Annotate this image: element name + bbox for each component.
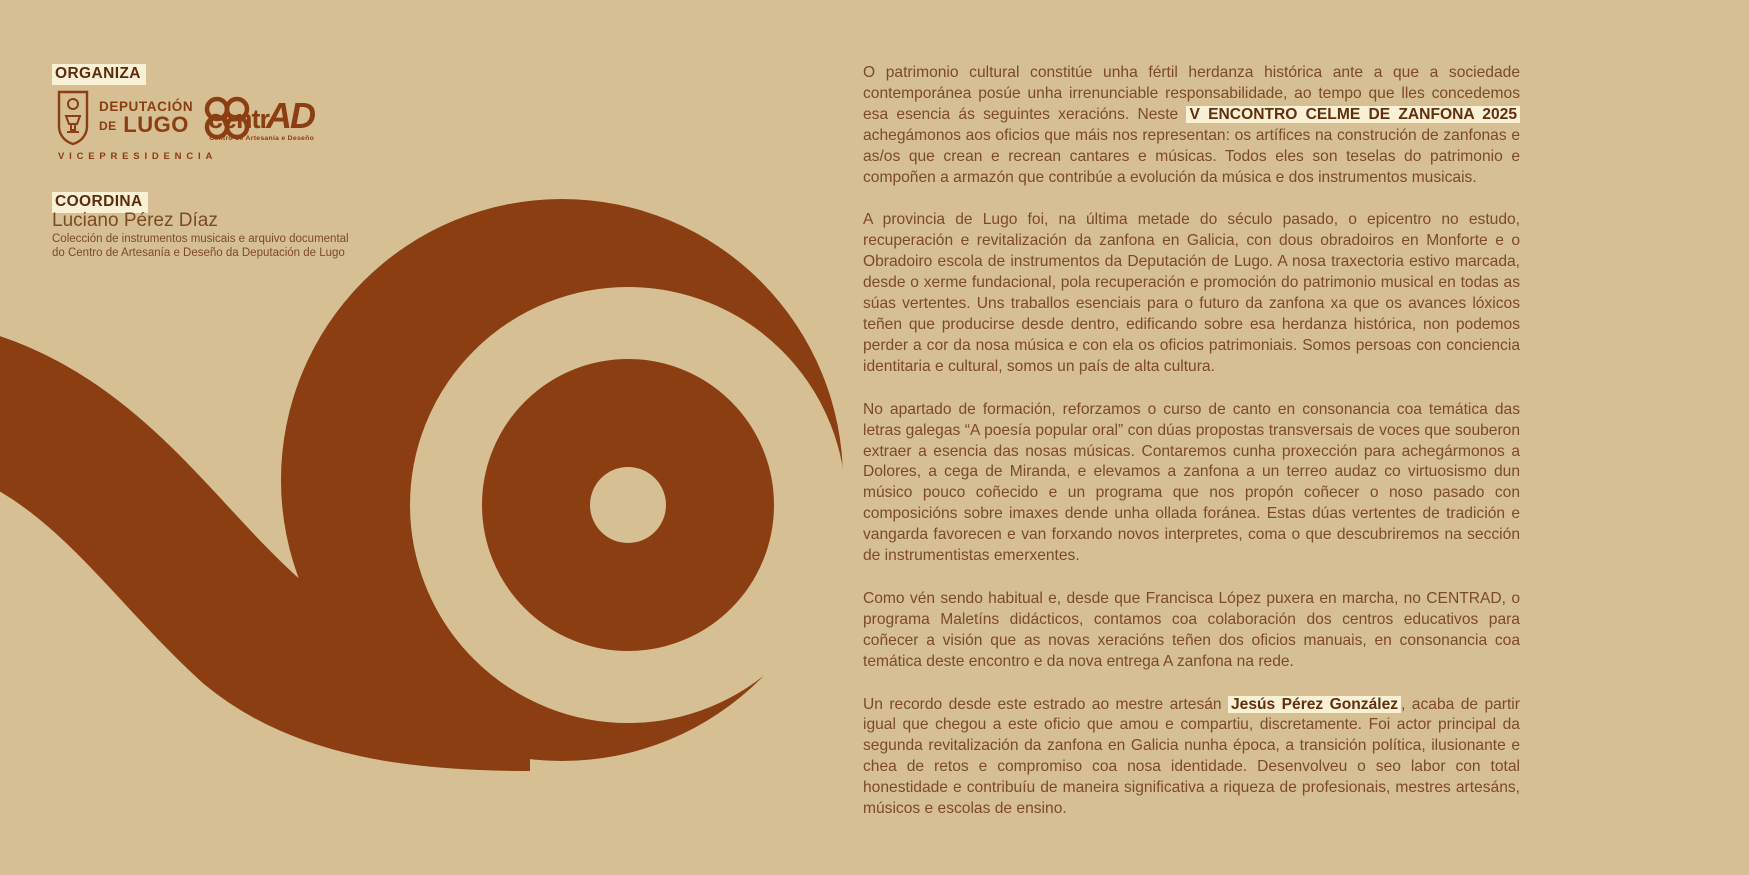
text-segment: A provincia de Lugo foi, na última metade do século pasado, o epicentro no estudo, recuperación e revitalización da zanfona en Galicia, con dous obradoiros en Monforte e o Obradoiro escola de instrumentos da Deputación de Lugo. A nosa traxectoria estivo marcada, desde o xerme fundacional, pola recuperación e promoción do patrimonio musical en todas as súas vertentes. Uns traballos esenciais para o futuro da zanfona xa que os avances lóxicos teñen que producirse desde dentro, edificando sobre esa herdanza histórica, non podemos perder a cor da nosa música e con ela os oficios patrimoniais. Somos persoas con conciencia identitaria e cultural, somos un país de alta cultura. — [863, 211, 1520, 375]
deputacion-line1: DEPUTACIÓN — [99, 98, 194, 114]
essay — [863, 63, 1520, 842]
coordinator-description — [52, 233, 349, 260]
text-segment: , acaba de partir igual que chegou a este oficio que amou e compartiu, discretamente. Foi actor principal da segunda revitalización da zanfona en Galicia nunha época, a transición política, ilusionante e chea de retos e compromiso coa nosa identidade. Desenvolveu o seo labor con total honestidade e contribuíu de maneira significativa a riqueza de profesionais, mestres artesáns, músicos e escolas de ensino. — [863, 695, 1520, 818]
vicepresidencia-label: VICEPRESIDENCIA — [58, 151, 218, 162]
coordina-label: COORDINA — [52, 192, 148, 213]
text-segment: achegámonos aos oficios que máis nos representan: os artífices na construción de zanfonas e as/os que crean e recrean cantares e músicas. Todos eles son teselas do patrimonio e compoñen a armazón que contribúe a evolución da música e dos instrumentos musicais. — [863, 126, 1520, 186]
organiza-label: ORGANIZA — [52, 64, 146, 85]
text-segment: O patrimonio cultural constitúe unha fértil herdanza histórica ante a que a sociedade contemporánea posúe unha irrenunciable responsabilidade, ao tempo que lles concedemos esa esencia ás seguintes xeracións. Neste — [863, 64, 1520, 123]
text-segment: Como vén sendo habitual e, desde que Francisca López puxera en marcha, no CENTRAD, o programa Maletíns didácticos, contamos coa colaboración dos centros educativos para coñecer a visión que as novas xeracións teñen dos oficios manuais, en consonancia coa temática deste encontro e da nova entrega A zanfona na rede. — [863, 589, 1520, 670]
essay-paragraph — [863, 210, 1520, 377]
text-segment: Un recordo desde este estrado ao mestre artesán — [863, 695, 1228, 713]
lugo-shield-icon — [56, 90, 90, 146]
centrad-word-prefix: centr — [208, 104, 270, 134]
centrad-word-suffix: AD — [266, 95, 315, 136]
coordinator-name: Luciano Pérez Díaz — [52, 210, 218, 231]
spiral-center-dot — [590, 467, 666, 543]
coordinator-description-line2: do Centro de Artesanía e Deseño da Deputación de Lugo — [52, 246, 345, 259]
centrad-wordmark — [208, 95, 315, 136]
essay-paragraph — [863, 400, 1520, 567]
highlight-phrase: V ENCONTRO CELME DE ZANFONA 2025 — [1186, 106, 1520, 123]
text-segment: No apartado de formación, reforzamos o curso de canto en consonancia coa temática das letras galegas “A poesía popular oral” con dúas propostas transversais de voces que souberon extraer a esencia das nosas músicas. Contaremos cunha proxección para achegármonos a Dolores, a cega de Miranda, e elevamos a zanfona a un terreo audaz co virtuosismo dun músico pouco coñecido e un programa que nos propón coñecer o noso pasado con composicións sobre imaxes dende unha ollada foránea. Estas dúas vertentes de tradición e vangarda favorecen e van forxando novos interpretes, coma o que descubriremos na sección de instrumentistas emerxentes. — [863, 400, 1520, 565]
deputacion-de: DE — [99, 119, 117, 134]
deputacion-line2 — [99, 114, 193, 136]
essay-paragraph — [863, 695, 1520, 820]
centrad-tagline: Centro de Artesanía e Deseño — [209, 135, 315, 142]
essay-paragraph — [863, 589, 1520, 673]
deputacion-lugo: LUGO — [123, 112, 189, 138]
essay-paragraph — [863, 63, 1520, 188]
highlight-phrase: Jesús Pérez González — [1228, 696, 1401, 713]
deputacion-wordmark — [99, 100, 193, 137]
centrad-logo — [208, 95, 315, 143]
coordinator-description-line1: Colección de instrumentos musicais e arquivo documental — [52, 233, 349, 245]
